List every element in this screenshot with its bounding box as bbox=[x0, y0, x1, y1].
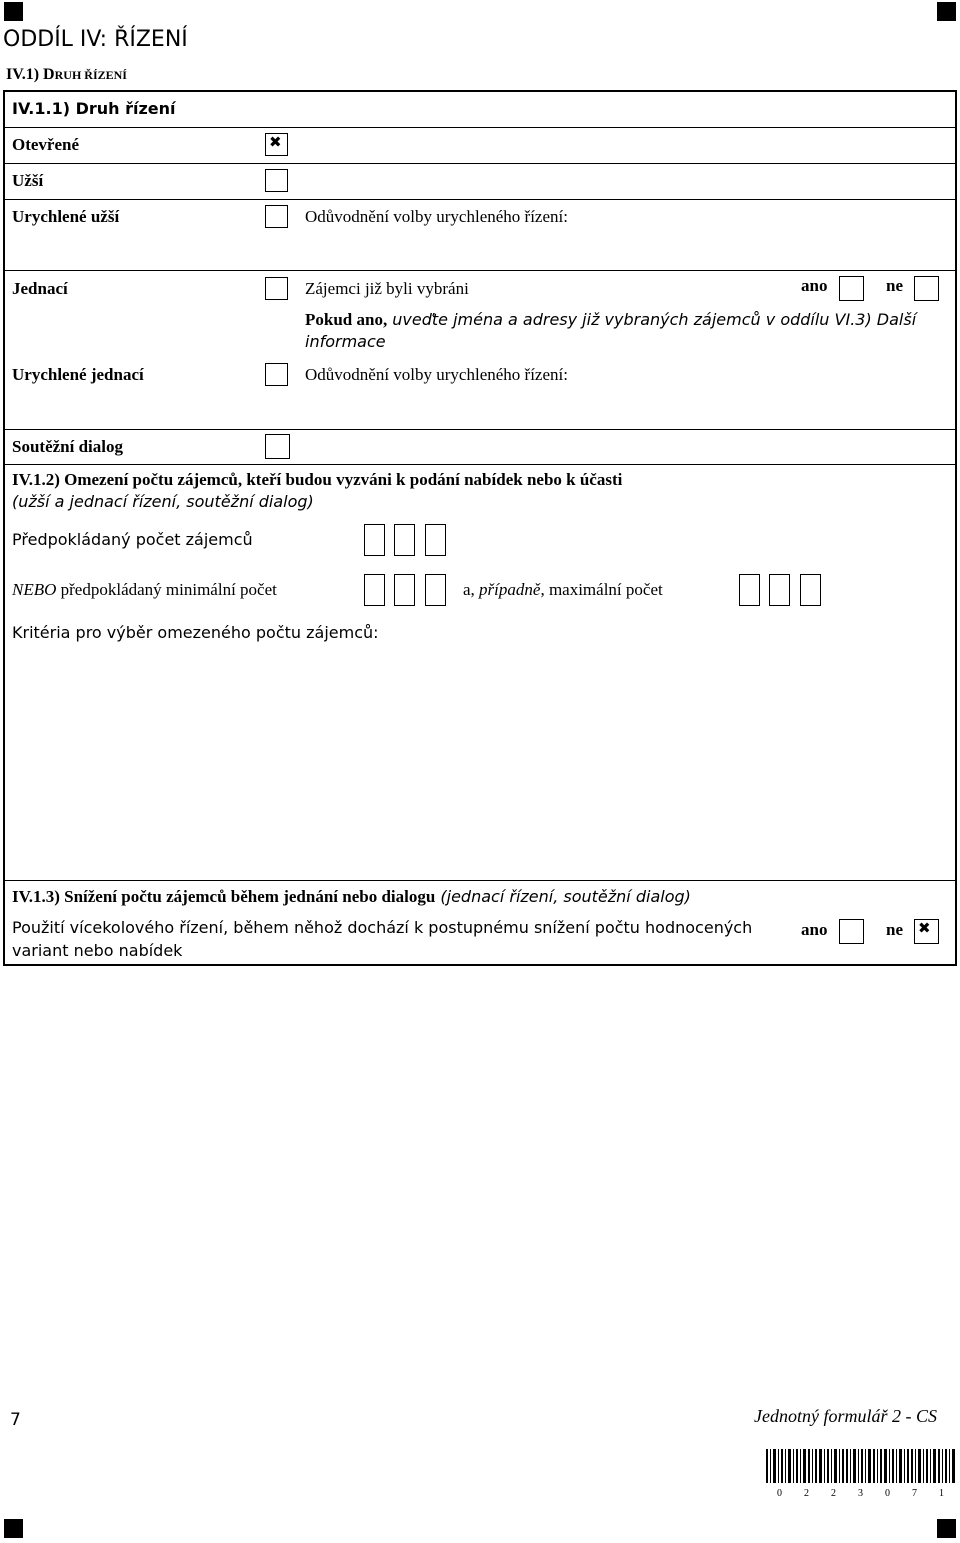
limit-subheading: (užší a jednací řízení, soutěžní dialog) bbox=[12, 492, 314, 511]
envisaged-number-digit[interactable] bbox=[425, 524, 446, 556]
maximum-number-label: a, případně, maximální počet bbox=[463, 580, 663, 599]
row-divider bbox=[5, 163, 955, 164]
negotiated-note-continued: informace bbox=[305, 332, 386, 351]
row-divider bbox=[5, 127, 955, 128]
limit-heading: IV.1.2) Omezení počtu zájemců, kteří budou vyzváni k podání nabídek nebo k účasti bbox=[12, 470, 623, 489]
barcode-digits bbox=[766, 1488, 956, 1502]
reduction-text: Použití vícekolového řízení, během něhož dochází k postupnému snížení počtu hodnocených bbox=[12, 918, 753, 937]
barcode-digit: 1 bbox=[939, 1488, 944, 1499]
envisaged-number-label: Předpokládaný počet zájemců bbox=[12, 530, 253, 549]
corner-marker-bottom-left bbox=[4, 1519, 23, 1538]
option-open-label: Otevřené bbox=[12, 135, 80, 154]
option-accelerated-negotiated-checkbox[interactable] bbox=[265, 363, 288, 386]
reduction-yes-checkbox[interactable] bbox=[839, 919, 864, 944]
option-restricted-checkbox[interactable] bbox=[265, 169, 288, 192]
row-divider bbox=[5, 464, 955, 465]
option-accelerated-restricted-checkbox[interactable] bbox=[265, 205, 288, 228]
maximum-number-digit[interactable] bbox=[800, 574, 821, 606]
reduction-heading: IV.1.3) Snížení počtu zájemců během jednání nebo dialogu (jednací řízení, soutěžní dialog) bbox=[12, 887, 691, 906]
procedure-type-heading: IV.1.1) Druh řízení bbox=[12, 99, 176, 118]
envisaged-number-digit[interactable] bbox=[394, 524, 415, 556]
row-divider bbox=[5, 270, 955, 271]
page-number: 7 bbox=[10, 1410, 21, 1430]
form-name: Jednotný formulář 2 - CS bbox=[754, 1406, 937, 1426]
option-competitive-dialogue-checkbox[interactable] bbox=[265, 434, 290, 459]
row-divider bbox=[5, 880, 955, 881]
maximum-number-digit[interactable] bbox=[739, 574, 760, 606]
option-competitive-dialogue-label: Soutěžní dialog bbox=[12, 437, 123, 456]
barcode-digit: 0 bbox=[885, 1488, 890, 1499]
minimum-number-digit[interactable] bbox=[425, 574, 446, 606]
candidates-selected-yes-label: ano bbox=[801, 276, 828, 295]
corner-marker-top-right bbox=[937, 2, 956, 21]
corner-marker-bottom-right bbox=[937, 1519, 956, 1538]
row-divider bbox=[5, 429, 955, 430]
accelerated-restricted-justification-label: Odůvodnění volby urychleného řízení: bbox=[305, 207, 568, 226]
barcode-digit: 3 bbox=[858, 1488, 863, 1499]
option-accelerated-negotiated-label: Urychlené jednací bbox=[12, 365, 144, 384]
barcode-digit: 7 bbox=[912, 1488, 917, 1499]
barcode-digit: 2 bbox=[831, 1488, 836, 1499]
accelerated-negotiated-justification-label: Odůvodnění volby urychleného řízení: bbox=[305, 365, 568, 384]
reduction-text-continued: variant nebo nabídek bbox=[12, 941, 183, 960]
section-title: ODDÍL IV: ŘÍZENÍ bbox=[3, 27, 188, 52]
envisaged-number-digit[interactable] bbox=[364, 524, 385, 556]
candidates-selected-no-checkbox[interactable] bbox=[914, 276, 939, 301]
selection-criteria-field[interactable] bbox=[12, 650, 947, 872]
reduction-no-label: ne bbox=[886, 920, 903, 939]
selection-criteria-label: Kritéria pro výběr omezeného počtu zájemců: bbox=[12, 623, 379, 642]
barcode bbox=[766, 1449, 956, 1483]
minimum-number-digit[interactable] bbox=[364, 574, 385, 606]
option-accelerated-restricted-label: Urychlené užší bbox=[12, 207, 120, 226]
minimum-number-label: NEBO předpokládaný minimální počet bbox=[12, 580, 277, 599]
barcode-digit: 0 bbox=[777, 1488, 782, 1499]
option-negotiated-checkbox[interactable] bbox=[265, 277, 288, 300]
candidates-selected-yes-checkbox[interactable] bbox=[839, 276, 864, 301]
reduction-no-checkbox[interactable] bbox=[914, 919, 939, 944]
option-restricted-label: Užší bbox=[12, 171, 44, 190]
option-open-checkbox[interactable] bbox=[265, 133, 288, 156]
barcode-digit: 2 bbox=[804, 1488, 809, 1499]
row-divider bbox=[5, 199, 955, 200]
minimum-number-digit[interactable] bbox=[394, 574, 415, 606]
subsection-title: IV.1) DRUH ŘÍZENÍ bbox=[6, 66, 127, 83]
candidates-selected-label: Zájemci již byli vybráni bbox=[305, 279, 469, 298]
candidates-selected-no-label: ne bbox=[886, 276, 903, 295]
reduction-yes-label: ano bbox=[801, 920, 828, 939]
maximum-number-digit[interactable] bbox=[769, 574, 790, 606]
negotiated-note: Pokud ano, uveďte jména a adresy již vybraných zájemců v oddílu VI.3) Další bbox=[305, 310, 917, 329]
option-negotiated-label: Jednací bbox=[12, 279, 68, 298]
corner-marker-top-left bbox=[4, 2, 23, 21]
